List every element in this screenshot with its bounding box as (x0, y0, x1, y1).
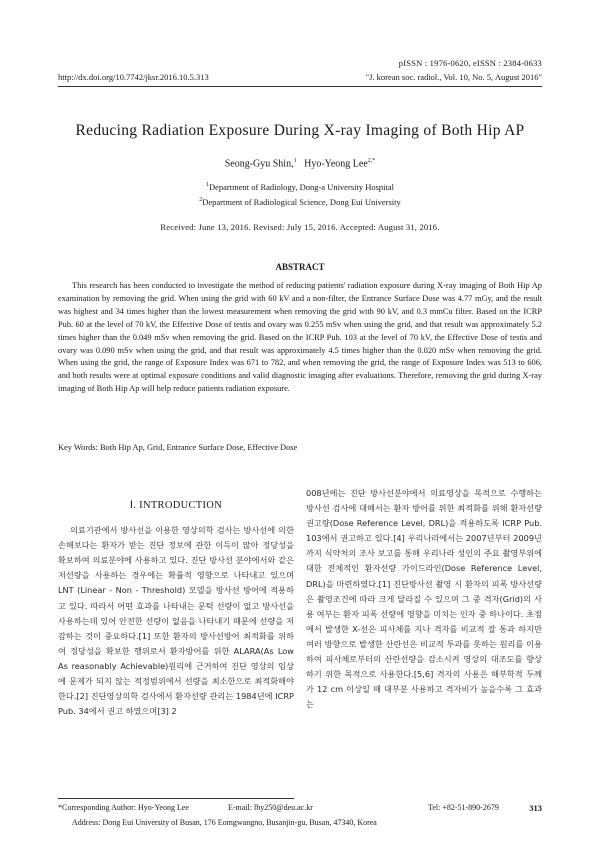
page-number: 313 (529, 803, 542, 813)
author-phone: Tel: +82-51-890-2679 (428, 803, 499, 812)
author-affiliation-marker: 1 (293, 158, 297, 164)
article-title: Reducing Radiation Exposure During X-ray Imaging of Both Hip AP (75, 122, 525, 139)
author-name: Seong-Gyu Shin, (224, 158, 294, 170)
issn-line: pISSN : 1976-0620, eISSN : 2384-0633 (398, 58, 542, 68)
author-list (40, 158, 560, 169)
footnote-divider (58, 798, 294, 799)
header-divider (58, 86, 542, 87)
abstract-heading: ABSTRACT (275, 262, 325, 272)
affiliation-marker: 1 (206, 182, 209, 189)
affiliation-2 (40, 197, 560, 207)
affiliation-1 (40, 182, 560, 192)
correspondence-line (58, 803, 542, 812)
author-affiliation-marker: 2,* (367, 158, 376, 164)
header-row (58, 72, 542, 82)
abstract-text: This research has been conducted to investigate the method of reducing patients' radiation exposure during X-ray imaging of Both Hip Ap examination by removing the grid. When using the grid with 60 kV and a non-filter, the Entrance Surface Dose was 4.77 mGy, and the result was highest and 34 times higher than the lowest measurement when removing the grid with 90 kV, and 0.3 mmCu filter. Based on the ICRP Pub. 60 at the level of 70 kV, the Effective Dose of testis and ovary was 0.255 mSv when using the grid, and that result was approximately 5.2 times higher than the 0.049 mSv when removing the grid. Based on the ICRP Pub. 103 at the level of 70 kV, the Effective Dose of testis and ovary was 0.090 mSv when using the grid, and that result was approximately 4.5 times higher than the 0.020 mSv when removing the grid. When using the grid, the range of Exposure Index was 671 to 782, and when removing the grid, the range of Exposure Index was 513 to 606, and both results were at optimal exposure conditions and valid diagnostic imaging after evaluations. Therefore, removing the grid during X-ray imaging of Both Hip Ap will help reduce patients radiation exposure. (58, 281, 542, 394)
article-dates: Received: June 13, 2016. Revised: July 15, 2016. Accepted: August 31, 2016. (160, 222, 440, 232)
author-address: Address: Dong Eui University of Busan, 176 Eomgwangno, Busanjin-gu, Busan, 47340, Korea (72, 818, 377, 827)
affiliation-marker: 2 (199, 197, 203, 204)
section-heading-introduction: Ⅰ. INTRODUCTION (129, 500, 223, 511)
affiliation-text: Department of Radiological Science, Dong Eui University (202, 197, 401, 207)
affiliation-text: Department of Radiology, Dong-a University Hospital (209, 182, 394, 192)
body-column-right (306, 486, 542, 712)
body-column-left (58, 486, 294, 719)
intro-paragraph: 의료기관에서 방사선을 이용한 영상의학 검사는 방사선에 의한 손해보다는 환자가 받는 진단 정보에 관한 이득이 많아 정당성을 확보하여 의료분야에 사용하고 있다. 진단 방사선 분야에서와 같은 저선량을 사용하는 경우에는 확률적 영향으로 나타내고 있으며 LNT (Linear - Non - Threshold) 모델을 방사선 방어에 적용하고 있다. 따라서 어떤 효과를 나타내는 문턱 선량이 없고 방사선을 사용하는데 있어 안전한 선량이 없음을 나타내기 때문에 선량을 저감하는 것이 중요하다.[1] 또한 환자의 방사선방어 최적화를 위하여 정당성을 확보한 행위로서 환자방어를 위한 ALARA(As Low As reasonably Achievable)원리에 근거하여 진단 영상의 임상에 문제가 되지 않는 적정범위에서 선량을 최소한으로 최적화해야 한다.[2] 진단영상의학 검사에서 환자선량 관리는 1984년에 ICRP Pub. 34에서 권고 하였으며[3] 2 (58, 525, 294, 717)
doi-link[interactable]: http://dx.doi.org/10.7742/jksr.2016.10.5.313 (58, 72, 209, 82)
author-email: E-mail: lhy250@deu.ac.kr (228, 803, 313, 812)
journal-citation: "J. korean soc. radiol., Vol. 10, No. 5, August 2016" (365, 72, 542, 82)
intro-paragraph-continued: 008년에는 진단 방사선분야에서 의료영상을 목적으로 수행하는 방사선 검사에 대해서는 환자 방어를 위한 최적화를 위해 환자선량 권고량(Dose Reference Level, DRL)을 적용하도록 ICRP Pub. 103에서 권고하고 있다.[4] 우리나라에서는 2007년부터 2009년까지 식약처의 조사 보고를 통해 우리나라 성인의 주요 촬영부위에 대한 전체적인 환자선량 가이드라인(Dose Reference Level, DRL)을 마련하였다.[1] 진단방사선 촬영 시 환자의 피폭 방사선량은 촬영조건에 따라 크게 달라질 수 있으며 그 중 격자(Grid)의 사용 여부는 환자 피폭 선량에 영향을 미치는 인자 중 하나이다. 초점에서 발생한 X-선은 피사체를 지나 격자를 비교적 잘 통과 하지만 여러 방향으로 발생한 산란선은 비교적 투과를 못하는 원리를 이용하여 피사체로부터의 산란선량을 감소시켜 영상의 대조도를 향상하기 위한 목적으로 사용한다.[5,6] 격자의 사용은 해부학적 두께가 12 cm 이상일 때 대부분 사용하고 격자비가 높을수록 그 효과는 (306, 488, 542, 710)
keywords: Key Words: Both Hip Ap, Grid, Entrance Surface Dose, Effective Dose (58, 443, 298, 452)
author-name: Hyo-Yeong Lee (304, 158, 368, 170)
corresponding-author: *Corresponding Author: Hyo-Yeong Lee (58, 803, 189, 812)
